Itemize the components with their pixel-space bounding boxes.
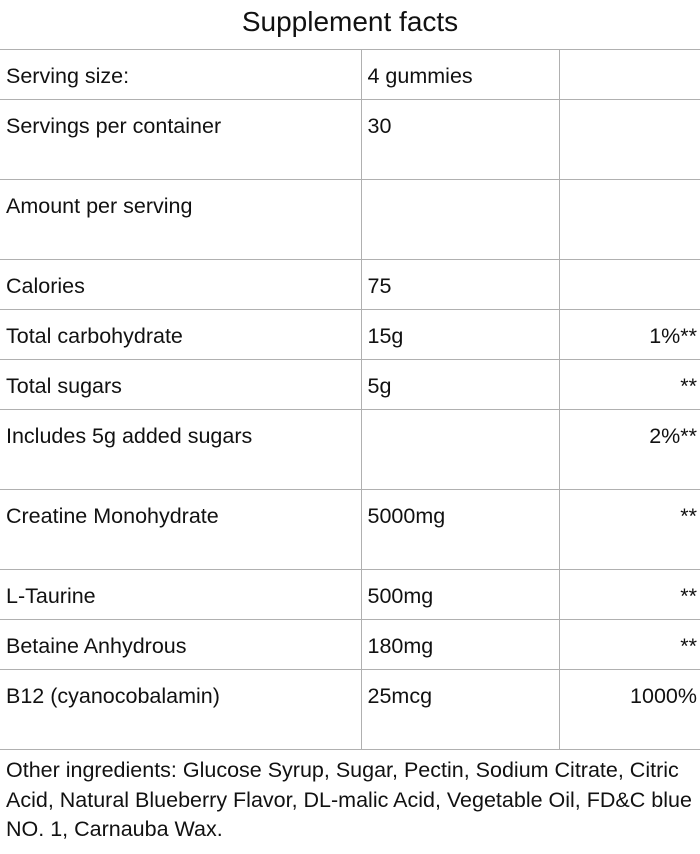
nutrient-amount: 15g bbox=[361, 310, 559, 360]
nutrient-name: Includes 5g added sugars bbox=[0, 410, 361, 490]
daily-value: ** bbox=[559, 620, 700, 670]
nutrient-name: Betaine Anhydrous bbox=[0, 620, 361, 670]
daily-value bbox=[559, 50, 700, 100]
page-title: Supplement facts bbox=[241, 6, 459, 37]
nutrient-amount: 25mcg bbox=[361, 670, 559, 750]
nutrient-name: B12 (cyanocobalamin) bbox=[0, 670, 361, 750]
table-row bbox=[0, 310, 700, 360]
table-row bbox=[0, 670, 700, 750]
other-ingredients: Other ingredients: Glucose Syrup, Sugar, Pectin, Sodium Citrate, Citric Acid, Natural Blueberry Flavor, DL-malic Acid, Vegetable Oil, FD&C blue NO. 1, Carnauba Wax. bbox=[6, 758, 692, 841]
daily-value bbox=[559, 180, 700, 260]
nutrient-name: Servings per container bbox=[0, 100, 361, 180]
nutrient-amount bbox=[361, 410, 559, 490]
daily-value: 1000% bbox=[559, 670, 700, 750]
table-row bbox=[0, 620, 700, 670]
table-row bbox=[0, 490, 700, 570]
daily-value: 2%** bbox=[559, 410, 700, 490]
table-row bbox=[0, 570, 700, 620]
nutrient-amount: 500mg bbox=[361, 570, 559, 620]
nutrient-amount bbox=[361, 180, 559, 260]
table-row bbox=[0, 360, 700, 410]
daily-value: ** bbox=[559, 490, 700, 570]
nutrient-name: Calories bbox=[0, 260, 361, 310]
nutrient-name: Creatine Monohydrate bbox=[0, 490, 361, 570]
daily-value: ** bbox=[559, 570, 700, 620]
table-row bbox=[0, 50, 700, 100]
daily-value bbox=[559, 260, 700, 310]
table-row bbox=[0, 100, 700, 180]
nutrient-name: Serving size: bbox=[0, 50, 361, 100]
nutrient-amount: 75 bbox=[361, 260, 559, 310]
nutrient-amount: 180mg bbox=[361, 620, 559, 670]
nutrient-name: L-Taurine bbox=[0, 570, 361, 620]
daily-value bbox=[559, 100, 700, 180]
nutrient-amount: 4 gummies bbox=[361, 50, 559, 100]
nutrient-name: Amount per serving bbox=[0, 180, 361, 260]
nutrient-name: Total sugars bbox=[0, 360, 361, 410]
nutrient-amount: 5000mg bbox=[361, 490, 559, 570]
table-row bbox=[0, 260, 700, 310]
daily-value: ** bbox=[559, 360, 700, 410]
table-row bbox=[0, 180, 700, 260]
nutrient-name: Total carbohydrate bbox=[0, 310, 361, 360]
nutrient-amount: 30 bbox=[361, 100, 559, 180]
table-row bbox=[0, 410, 700, 490]
nutrient-amount: 5g bbox=[361, 360, 559, 410]
daily-value: 1%** bbox=[559, 310, 700, 360]
supplement-facts-table bbox=[0, 49, 700, 750]
